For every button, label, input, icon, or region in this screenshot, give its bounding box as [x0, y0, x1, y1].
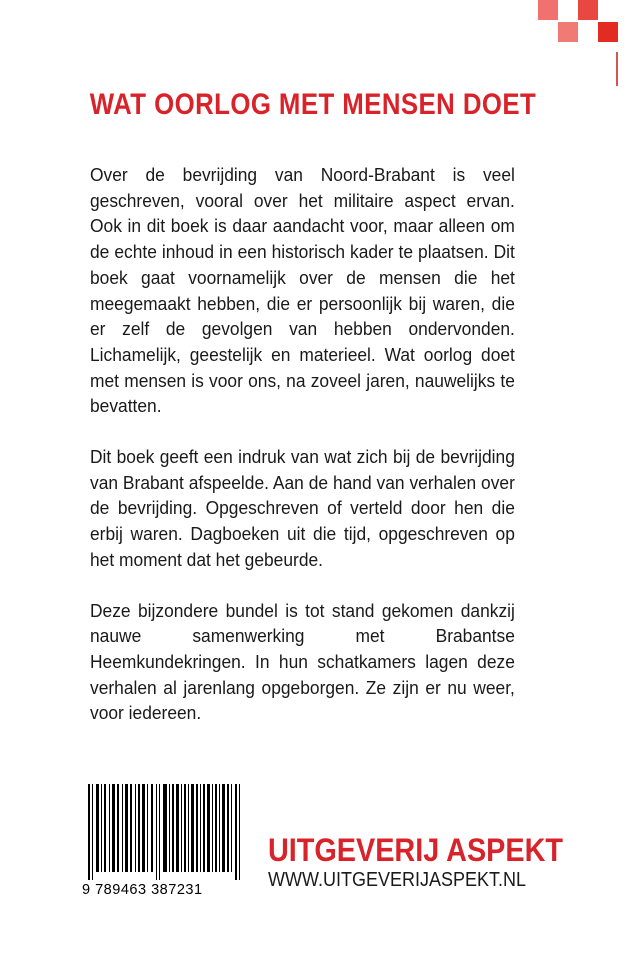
- checker-square: [558, 22, 578, 42]
- blurb-paragraph: Deze bijzondere bundel is tot stand gekomen dankzij nauwe samenwerking met Brabantse Heemkundekringen. In hun schatkamers lagen deze verhalen al jarenlang opgeborgen. Ze zijn er nu weer, voor iedereen.: [90, 599, 515, 724]
- right-edge-rule: [616, 52, 618, 86]
- publisher-website: WWW.UITGEVERIJASPEKT.NL: [268, 869, 527, 891]
- isbn-digits: 9 789463 387231: [82, 881, 203, 898]
- blurb-paragraph: Dit boek geeft een indruk van wat zich bij de bevrijding van Brabant afspeelde. Aan de hand van verhalen over de bevrijding. Opgeschreven of verteld door hen die erbij waren. Dagboeken uit die tijd, opgeschreven op het moment dat het gebeurde.: [90, 446, 515, 570]
- publisher-logo: [268, 833, 568, 892]
- book-title: WAT OORLOG MET MENSEN DOET: [89, 88, 537, 121]
- checker-square: [538, 0, 558, 20]
- checker-square: [578, 0, 598, 20]
- barcode-bars: [82, 782, 245, 880]
- checkerboard-decoration: [530, 0, 626, 46]
- blurb-paragraph: Over de bevrijding van Noord-Brabant is veel geschreven, vooral over het militaire aspect ervan. Ook in dit boek is daar aandacht voor, maar alleen om de echte inhoud in een historisch kader te plaatsen. Dit boek gaat voornamelijk over de mensen die het meegemaakt hebben, die er persoonlijk bij waren, die er zelf de gevolgen van hebben ondervonden. Lichamelijk, geestelijk en materieel. Wat oorlog doet met mensen is voor ons, na zoveel jaren, nauwelijks te bevatten.: [90, 164, 515, 417]
- blurb-text: [90, 162, 542, 726]
- publisher-name: UITGEVERIJ ASPEKT: [268, 832, 563, 868]
- checker-square: [598, 22, 618, 42]
- cover-footer: [0, 772, 626, 898]
- isbn-barcode: [82, 782, 245, 898]
